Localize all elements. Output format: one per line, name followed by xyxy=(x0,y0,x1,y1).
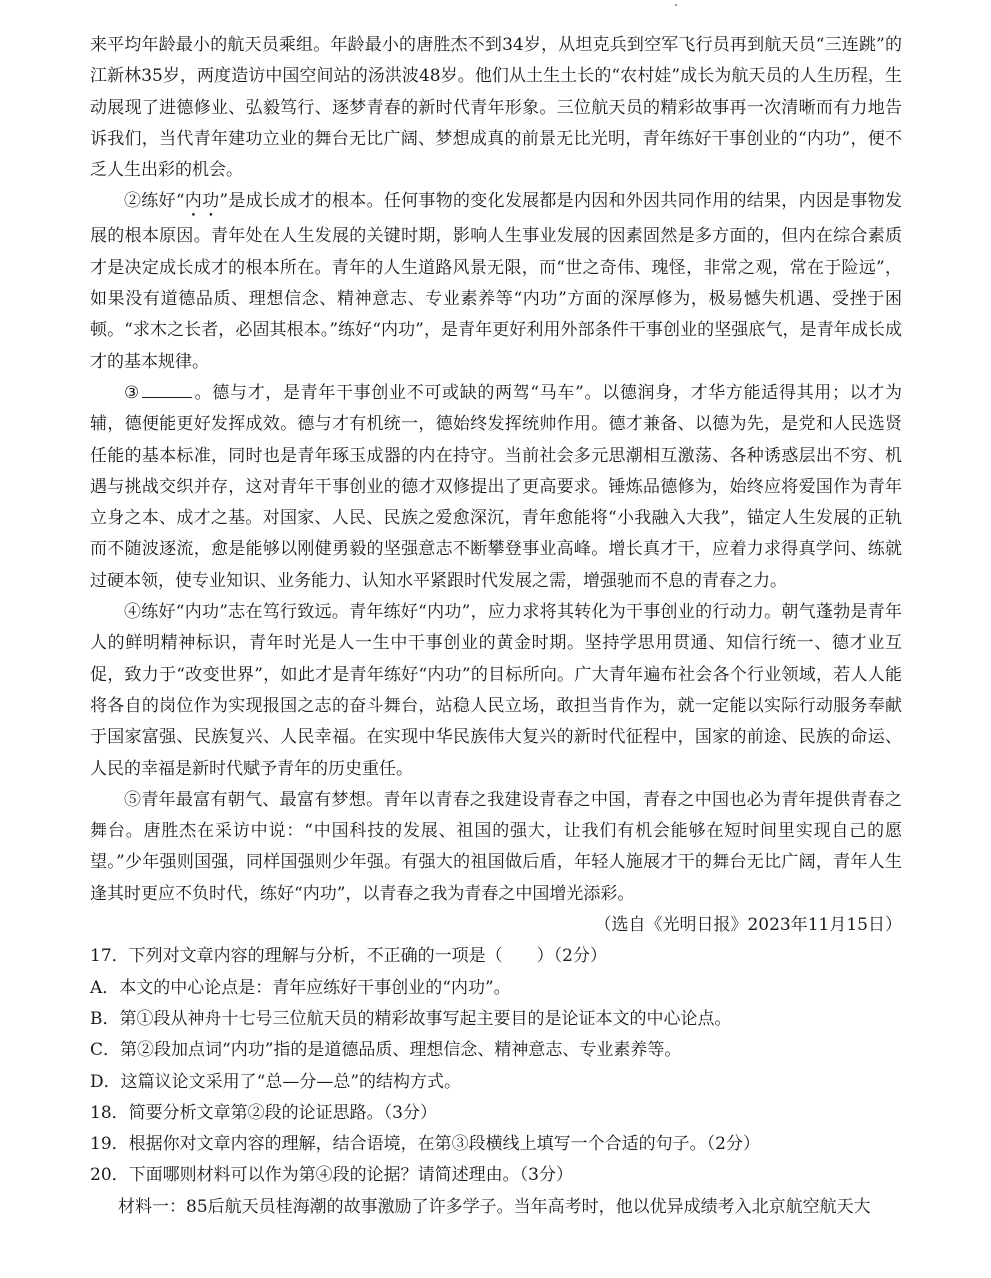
question-17-option-b[interactable]: B．第①段从神舟十七号三位航天员的精彩故事写起主要目的是论证本文的中心论点。 xyxy=(90,1008,732,1029)
article-paragraph-3 xyxy=(90,378,902,597)
question-17: 17．下列对文章内容的理解与分析，不正确的一项是（ ）（2分） xyxy=(90,946,607,967)
article-paragraph-2 xyxy=(90,186,902,377)
paragraph-2-lead: ②练好“ xyxy=(124,191,185,212)
question-19: 19．根据你对文章内容的理解，结合语境，在第③段横线上填写一个合适的句子。（2分） xyxy=(90,1134,760,1155)
scan-artifact-dot xyxy=(675,4,677,6)
material-1: 材料一：85后航天员桂海潮的故事激励了许多学子。当年高考时，他以优异成绩考入北京航空航天大 xyxy=(118,1196,871,1217)
question-17-option-a[interactable]: A．本文的中心论点是：青年应练好干事创业的“内功”。 xyxy=(90,977,511,998)
fill-in-blank-line[interactable] xyxy=(142,379,192,398)
exam-page xyxy=(90,30,902,1223)
paragraph-3-body: 。德与才，是青年干事创业不可或缺的两驾“马车”。以德润身，才华方能适得其用；以才为辅，德便能更好发挥成效。德与才有机统一，德始终发挥统帅作用。德才兼备、以德为先，是党和人民选贤任能的基本标准，同时也是青年琢玉成器的内在持守。当前社会多元思潮相互激荡、各种诱惑层出不穷、机遇与挑战交织并存，这对青年干事创业的德才双修提出了更高要求。锤炼品德修为，始终应将爱国作为青年立身之本、成才之基。对国家、人民、民族之爱愈深沉，青年愈能将“小我融入大我”，锚定人生发展的正轨而不随波逐流，愈是能够以刚健勇毅的坚强意志不断攀登事业高峰。增长真才干，应着力求得真学问、练就过硬本领，使专业知识、业务能力、认知水平紧跟时代发展之需，增强驰而不息的青春之力。 xyxy=(90,382,902,591)
question-18: 18．简要分析文章第②段的论证思路。（3分） xyxy=(90,1102,437,1123)
question-20: 20．下面哪则材料可以作为第④段的论据？请简述理由。（3分） xyxy=(90,1165,573,1186)
article-paragraph-1-continued: 来平均年龄最小的航天员乘组。年龄最小的唐胜杰不到34岁，从坦克兵到空军飞行员再到航天员“三连跳”的江新林35岁，两度造访中国空间站的汤洪波48岁。他们从土生土长的“农村娃”成长为航天员的人生历程，生动展现了进德修业、弘毅笃行、逐梦青春的新时代青年形象。三位航天员的精彩故事再一次清晰而有力地告诉我们，当代青年建功立业的舞台无比广阔、梦想成真的前景无比光明，青年练好干事创业的“内功”，便不乏人生出彩的机会。 xyxy=(90,35,902,181)
paragraph-3-number: ③ xyxy=(124,382,140,403)
paragraph-2-body: ”是成长成才的根本。任何事物的变化发展都是内因和外因共同作用的结果，内因是事物发展的根本原因。青年处在人生发展的关键时期，影响人生事业发展的因素固然是多方面的，但内在综合素质才是决定成长成才的根本所在。青年的人生道路风景无限，而“世之奇伟、瑰怪，非常之观，常在于险远”，如果没有道德品质、理想信念、精神意志、专业素养等“内功”方面的深厚修为，极易憾失机遇、受挫于困顿。“求木之长者，必固其根本。”练好“内功”，是青年更好利用外部条件干事创业的坚强底气，是青年成长成才的基本规律。 xyxy=(90,191,902,372)
question-17-option-c[interactable]: C．第②段加点词“内功”指的是道德品质、理想信念、精神意志、专业素养等。 xyxy=(90,1040,682,1061)
article-source: （选自《光明日报》2023年11月15日） xyxy=(594,915,902,936)
dotted-word-neigong: 内功 xyxy=(184,191,220,212)
article-paragraph-5: ⑤青年最富有朝气、最富有梦想。青年以青春之我建设青春之中国，青春之中国也必为青年提供青春之舞台。唐胜杰在采访中说：“中国科技的发展、祖国的强大，让我们有机会能够在短时间里实现自己的愿望。”少年强则国强，同样国强则少年强。有强大的祖国做后盾，年轻人施展才干的舞台无比广阔，青年人生逢其时更应不负时代，练好“内功”，以青春之我为青春之中国增光添彩。 xyxy=(90,789,902,904)
article-paragraph-4: ④练好“内功”志在笃行致远。青年练好“内功”，应力求将其转化为干事创业的行动力。朝气蓬勃是青年人的鲜明精神标识，青年时光是人一生中干事创业的黄金时期。坚持学思用贯通、知信行统一、德才业互促，致力于“改变世界”，如此才是青年练好“内功”的目标所向。广大青年遍布社会各个行业领域，若人人能将各自的岗位作为实现报国之志的奋斗舞台，站稳人民立场，敢担当肯作为，就一定能以实际行动服务奉献于国家富强、民族复兴、人民幸福。在实现中华民族伟大复兴的新时代征程中，国家的前途、民族的命运、人民的幸福是新时代赋予青年的历史重任。 xyxy=(90,602,902,779)
question-17-option-d[interactable]: D．这篇议论文采用了“总—分—总”的结构方式。 xyxy=(90,1071,462,1092)
